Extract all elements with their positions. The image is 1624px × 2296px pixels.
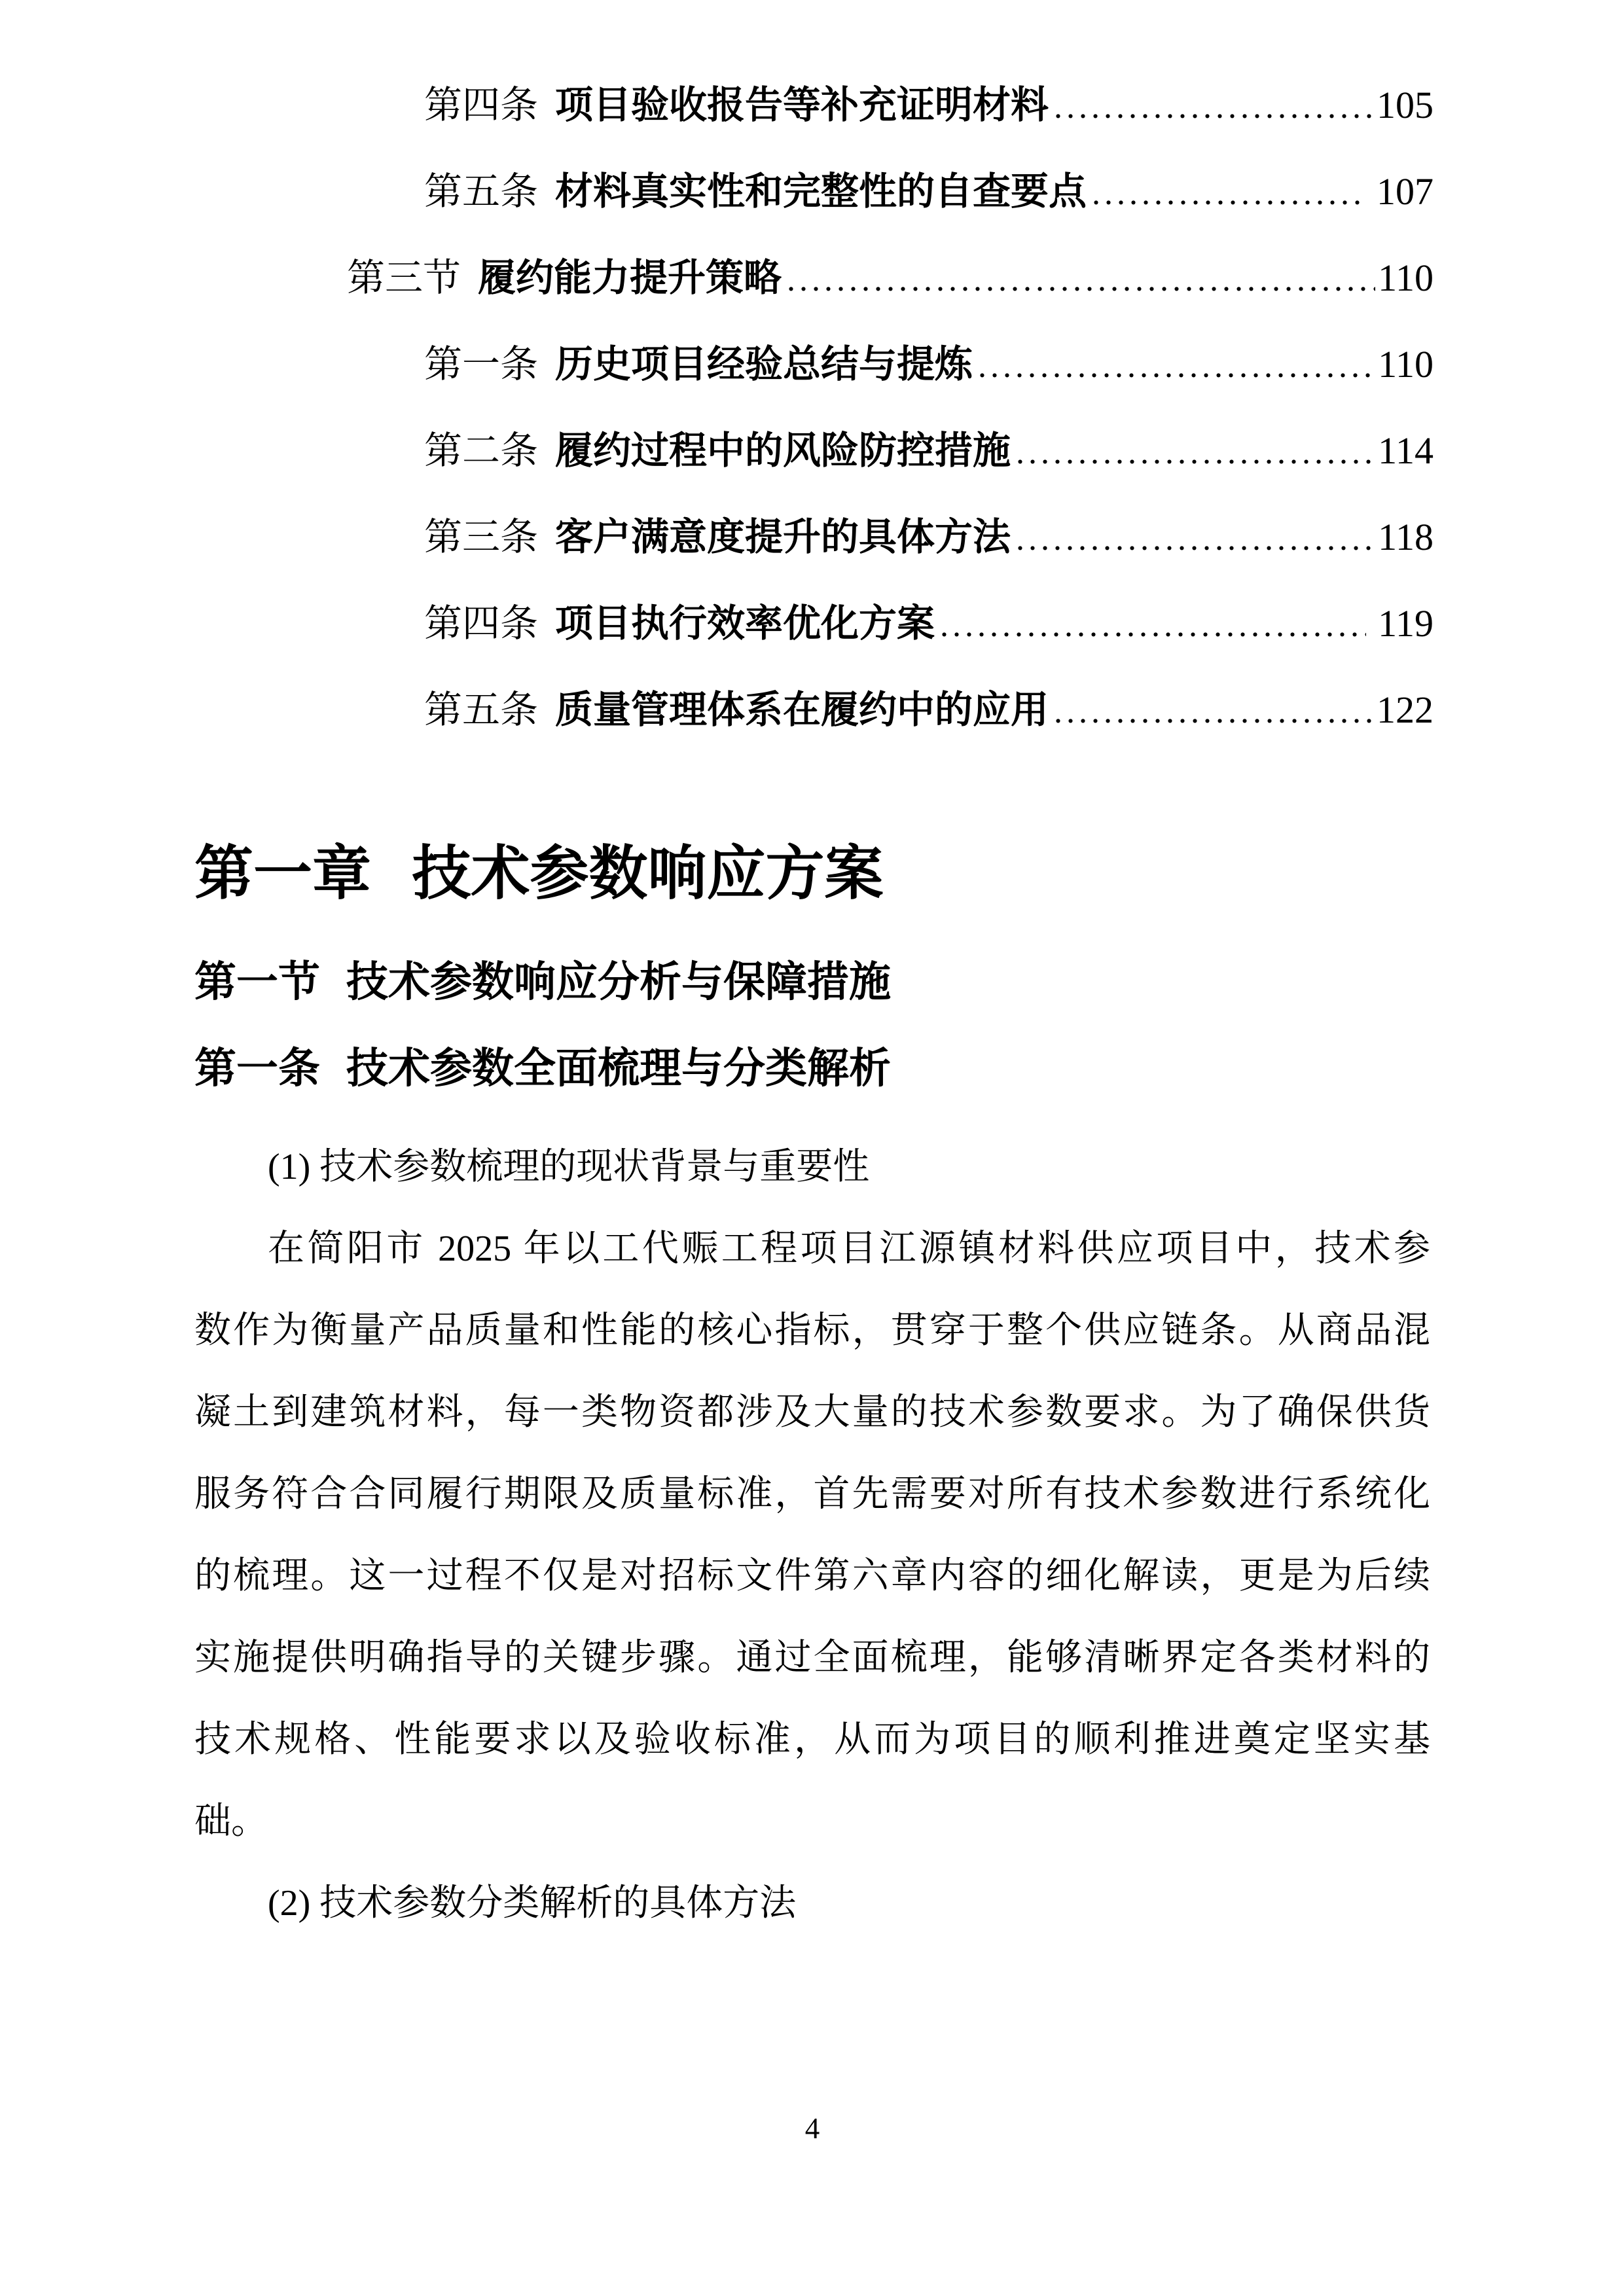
toc-entry bbox=[194, 581, 1434, 667]
toc-page-number: 105 bbox=[1377, 84, 1434, 126]
toc-entry-label: 第四条 bbox=[424, 84, 539, 126]
toc-entry bbox=[194, 235, 1434, 321]
toc-entry-label: 第五条 bbox=[424, 170, 539, 213]
toc-page-number: 107 bbox=[1367, 170, 1434, 213]
body-point-2: (2) 技术参数分类解析的具体方法 bbox=[268, 1883, 797, 1924]
toc-entry-label: 第一条 bbox=[424, 343, 539, 386]
toc-entry-label: 第四条 bbox=[424, 602, 539, 645]
toc-leader-dots bbox=[1054, 64, 1374, 151]
article-heading: 第一条 技术参数全面梳理与分类解析 bbox=[194, 1045, 891, 1092]
body-text-line: 在简阳市 2025 年以工代赈工程项目江源镇材料供应项目中，技术参 bbox=[268, 1229, 1430, 1269]
toc-entry bbox=[194, 408, 1434, 494]
body-text bbox=[194, 1126, 1430, 1945]
body-text-line: 的梳理。这一过程不仅是对招标文件第六章内容的细化解读，更是为后续 bbox=[194, 1556, 1430, 1596]
toc-entry-title: 履约过程中的风险防控措施 bbox=[555, 429, 1011, 472]
toc-entry-label: 第三条 bbox=[424, 516, 539, 558]
table-of-contents bbox=[194, 62, 1434, 753]
toc-leader-dots bbox=[978, 323, 1375, 410]
page-number: 4 bbox=[804, 2112, 820, 2145]
toc-entry-title: 材料真实性和完整性的自查要点 bbox=[555, 170, 1087, 213]
toc-entry bbox=[194, 321, 1434, 408]
section-heading: 第一节 技术参数响应分析与保障措施 bbox=[194, 959, 891, 1005]
toc-entry-title: 质量管理体系在履约中的应用 bbox=[555, 689, 1049, 731]
toc-entry bbox=[194, 494, 1434, 581]
toc-page-number: 119 bbox=[1368, 602, 1434, 645]
toc-entry-title: 项目执行效率优化方案 bbox=[555, 602, 935, 645]
body-text-line: 技术规格、性能要求以及验收标准，从而为项目的顺利推进奠定坚实基 bbox=[194, 1719, 1430, 1760]
body-text-line: 凝土到建筑材料，每一类物资都涉及大量的技术参数要求。为了确保供货 bbox=[194, 1392, 1430, 1433]
toc-leader-dots bbox=[1054, 669, 1374, 755]
toc-leader-dots bbox=[787, 237, 1375, 323]
toc-page-number: 118 bbox=[1378, 516, 1434, 558]
toc-entry-label: 第五条 bbox=[424, 689, 539, 731]
toc-entry bbox=[194, 149, 1434, 235]
toc-entry-title: 履约能力提升策略 bbox=[478, 257, 782, 299]
toc-page-number: 110 bbox=[1378, 257, 1434, 299]
toc-page-number: 122 bbox=[1377, 689, 1434, 731]
toc-entry-label: 第三节 bbox=[347, 257, 461, 299]
toc-entry bbox=[194, 667, 1434, 753]
toc-leader-dots bbox=[940, 583, 1366, 669]
body-text-line: 服务符合合同履行期限及质量标准，首先需要对所有技术参数进行系统化 bbox=[194, 1474, 1430, 1515]
body-point-1: (1) 技术参数梳理的现状背景与重要性 bbox=[268, 1147, 870, 1187]
toc-entry-title: 客户满意度提升的具体方法 bbox=[555, 516, 1011, 558]
chapter-heading: 第一章 技术参数响应方案 bbox=[194, 842, 884, 906]
body-text-line: 数作为衡量产品质量和性能的核心指标，贯穿于整个供应链条。从商品混 bbox=[194, 1310, 1430, 1351]
toc-entry-label: 第二条 bbox=[424, 429, 539, 472]
body-text-line: 础。 bbox=[194, 1801, 268, 1842]
toc-entry-title: 历史项目经验总结与提炼 bbox=[555, 343, 973, 386]
body-text-line: 实施提供明确指导的关键步骤。通过全面梳理，能够清晰界定各类材料的 bbox=[194, 1638, 1430, 1678]
toc-page-number: 114 bbox=[1378, 429, 1434, 472]
toc-entry bbox=[194, 62, 1434, 149]
toc-entry-title: 项目验收报告等补充证明材料 bbox=[555, 84, 1049, 126]
toc-leader-dots bbox=[1016, 410, 1375, 496]
toc-leader-dots bbox=[1016, 496, 1375, 583]
toc-leader-dots bbox=[1092, 151, 1364, 237]
toc-page-number: 110 bbox=[1378, 343, 1434, 386]
